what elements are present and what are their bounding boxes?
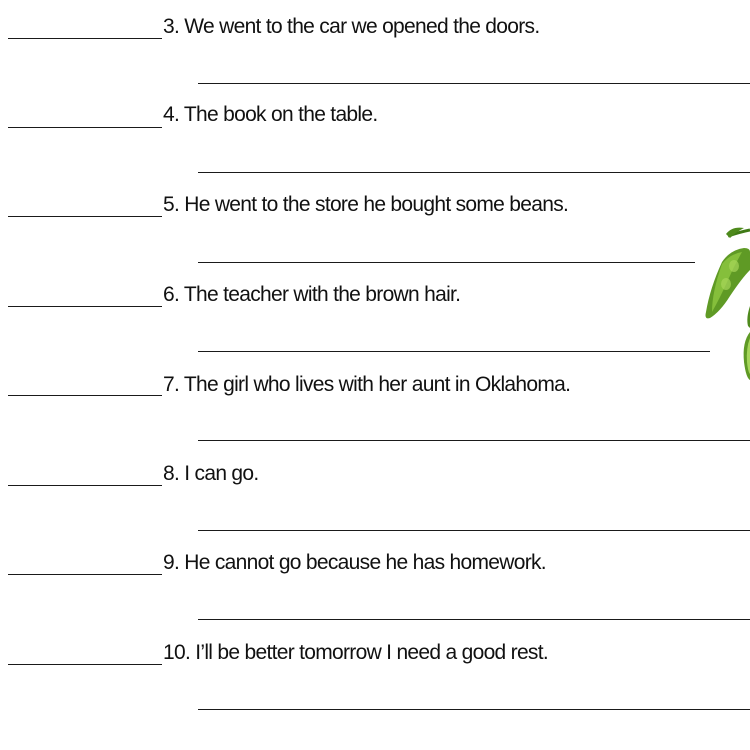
question-text: We went to the car we opened the doors. bbox=[184, 15, 540, 38]
answer-blank-9[interactable] bbox=[8, 574, 162, 575]
answer-blank-5[interactable] bbox=[8, 216, 162, 217]
question-text: The teacher with the brown hair. bbox=[183, 283, 461, 306]
question-number: 7. bbox=[163, 373, 180, 396]
rewrite-line-5[interactable] bbox=[198, 262, 695, 263]
question-text: He cannot go because he has homework. bbox=[184, 551, 546, 574]
question-text: The book on the table. bbox=[183, 103, 378, 126]
rewrite-line-7[interactable] bbox=[198, 440, 750, 441]
rewrite-line-4[interactable] bbox=[198, 172, 750, 173]
question-8 bbox=[163, 463, 259, 484]
rewrite-line-10[interactable] bbox=[198, 709, 750, 710]
question-9 bbox=[163, 552, 546, 573]
question-number: 4. bbox=[163, 103, 180, 126]
question-number: 9. bbox=[163, 551, 180, 574]
answer-blank-6[interactable] bbox=[8, 306, 162, 307]
question-number: 8. bbox=[163, 462, 180, 485]
answer-blank-4[interactable] bbox=[8, 127, 162, 128]
question-3 bbox=[163, 16, 539, 37]
rewrite-line-8[interactable] bbox=[198, 530, 750, 531]
question-number: 5. bbox=[163, 193, 180, 216]
question-7 bbox=[163, 374, 570, 395]
rewrite-line-3[interactable] bbox=[198, 83, 750, 84]
rewrite-line-9[interactable] bbox=[198, 619, 750, 620]
question-text: The girl who lives with her aunt in Oklahoma. bbox=[183, 373, 571, 396]
bean-pod-icon bbox=[700, 222, 750, 382]
question-text: He went to the store he bought some beans. bbox=[184, 193, 569, 216]
answer-blank-8[interactable] bbox=[8, 485, 162, 486]
question-number: 3. bbox=[163, 15, 180, 38]
answer-blank-10[interactable] bbox=[8, 664, 162, 665]
question-5 bbox=[163, 194, 568, 215]
question-10 bbox=[163, 642, 548, 663]
question-number: 10. bbox=[163, 641, 191, 664]
question-4 bbox=[163, 104, 377, 125]
question-6 bbox=[163, 284, 460, 305]
question-number: 6. bbox=[163, 283, 180, 306]
rewrite-line-6[interactable] bbox=[198, 351, 710, 352]
answer-blank-7[interactable] bbox=[8, 395, 162, 396]
question-text: I can go. bbox=[184, 462, 259, 485]
answer-blank-3[interactable] bbox=[8, 38, 162, 39]
question-text: I’ll be better tomorrow I need a good rest. bbox=[195, 641, 549, 664]
